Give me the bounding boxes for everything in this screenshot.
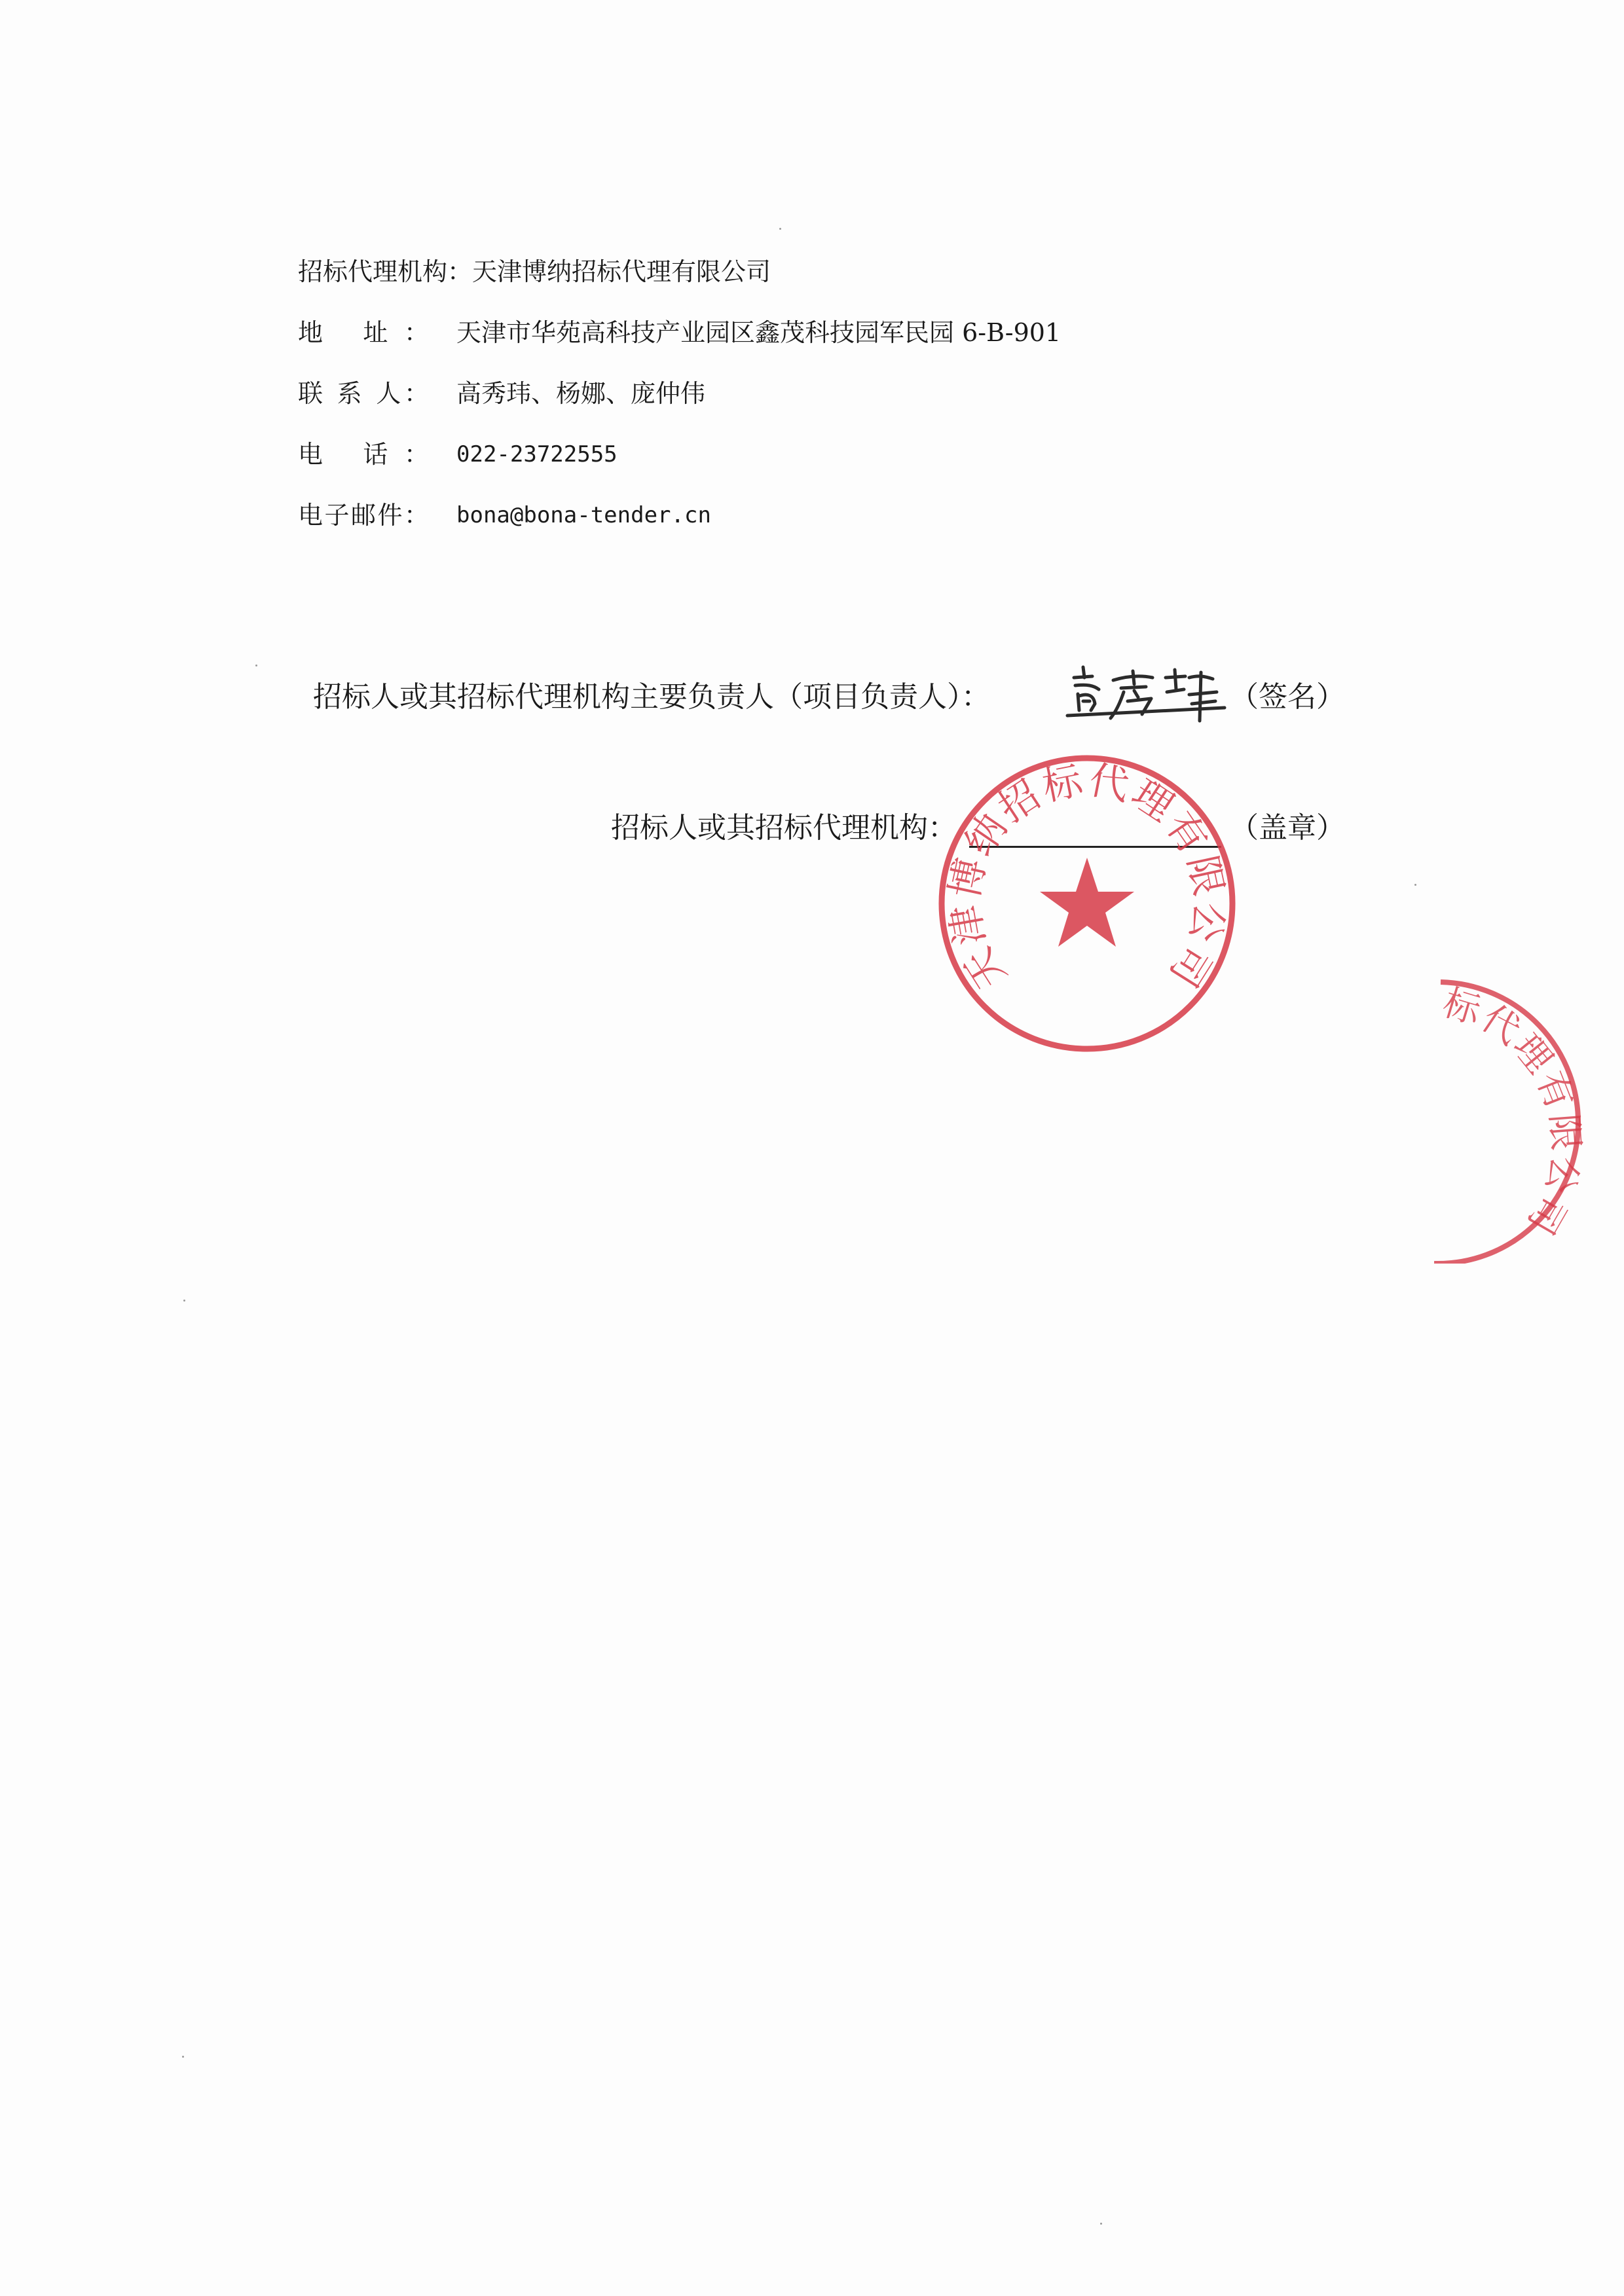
- agency-contact-label: 联 系 人：: [298, 379, 429, 408]
- scan-speck: [1100, 2223, 1102, 2225]
- svg-text:标代理有限公司: 标代理有限公司: [1438, 981, 1588, 1244]
- agency-email-line: [298, 496, 711, 535]
- partial-seal-stamp: [1428, 975, 1624, 1264]
- agency-address-value: 天津市华苑高科技产业园区鑫茂科技园军民园 6-B-901: [456, 318, 1061, 347]
- responsible-person-label: 招标人或其招标代理机构主要负责人（项目负责人）：: [313, 680, 990, 714]
- svg-text:天津博纳招标代理有限公司: 天津博纳招标代理有限公司: [941, 757, 1233, 997]
- agency-phone-label: 电 话：: [298, 440, 429, 469]
- agency-phone-value: 022-23722555: [456, 441, 618, 467]
- handwritten-signature: [1061, 658, 1231, 730]
- agency-address-line: [298, 313, 1061, 352]
- agency-email-value: bona@bona-tender.cn: [456, 502, 711, 528]
- signature-suffix: （签名）: [1230, 680, 1345, 714]
- seal-suffix: （盖章）: [1230, 811, 1345, 845]
- seal-label: 招标人或其招标代理机构：: [611, 811, 957, 845]
- scan-speck: [1414, 884, 1416, 886]
- company-seal-stamp: [930, 746, 1244, 1061]
- agency-name-value: 天津博纳招标代理有限公司: [472, 257, 771, 286]
- agency-contact-line: [298, 374, 705, 413]
- scan-speck: [183, 1300, 185, 1302]
- agency-contact-value: 高秀玮、杨娜、庞仲伟: [456, 379, 706, 408]
- scan-speck: [779, 228, 781, 230]
- scan-speck: [182, 2056, 184, 2058]
- agency-address-label: 地 址：: [298, 318, 429, 347]
- agency-phone-line: [298, 435, 618, 474]
- agency-name-line: [298, 252, 771, 291]
- agency-name-label: 招标代理机构：: [298, 257, 473, 286]
- agency-email-label: 电子邮件：: [298, 501, 429, 530]
- scan-speck: [255, 665, 257, 666]
